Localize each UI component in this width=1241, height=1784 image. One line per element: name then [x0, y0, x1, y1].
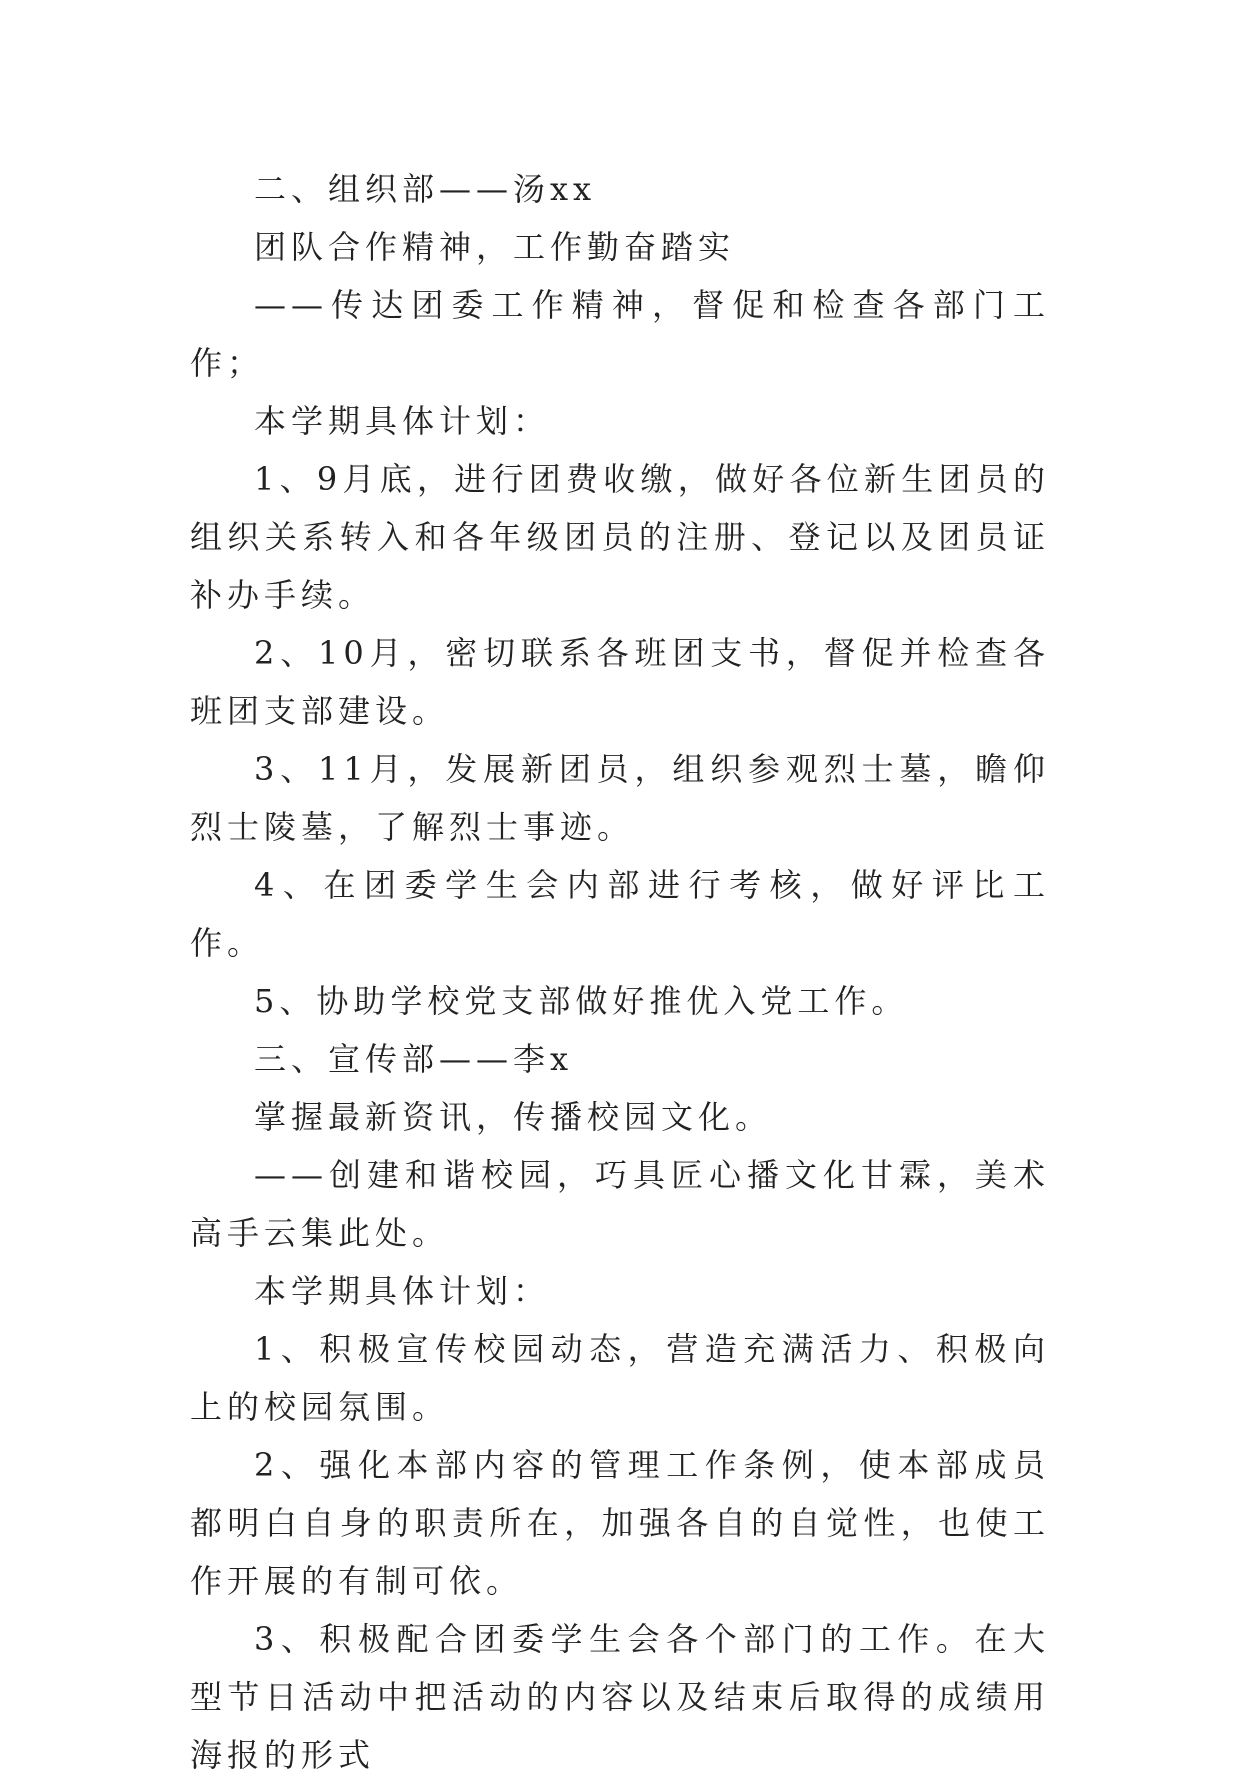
paragraph: ——创建和谐校园，巧具匠心播文化甘霖，美术高手云集此处。 — [190, 1156, 1050, 1252]
paragraph: 掌握最新资讯，传播校园文化。 — [254, 1098, 773, 1136]
paragraph: 5、协助学校党支部做好推优入党工作。 — [254, 982, 909, 1020]
section-heading-organization: 二、组织部——汤xx — [254, 170, 597, 208]
paragraph: ——传达团委工作精神，督促和检查各部门工作； — [190, 286, 1050, 382]
paragraph: 4、在团委学生会内部进行考核，做好评比工作。 — [190, 866, 1050, 962]
paragraph: 3、11月，发展新团员，组织参观烈士墓，瞻仰烈士陵墓，了解烈士事迹。 — [190, 750, 1050, 846]
paragraph: 团队合作精神，工作勤奋踏实 — [254, 228, 736, 266]
section-heading-publicity: 三、宣传部——李x — [254, 1040, 574, 1078]
paragraph: 1、积极宣传校园动态，营造充满活力、积极向上的校园氛围。 — [190, 1330, 1050, 1426]
paragraph: 本学期具体计划： — [254, 1272, 551, 1310]
paragraph: 本学期具体计划： — [254, 402, 551, 440]
paragraph: 2、强化本部内容的管理工作条例，使本部成员都明白自身的职责所在，加强各自的自觉性，也使工作开展的有制可依。 — [190, 1446, 1050, 1600]
paragraph: 1、9月底，进行团费收缴，做好各位新生团员的组织关系转入和各年级团员的注册、登记以及团员证补办手续。 — [190, 460, 1050, 614]
paragraph: 2、10月，密切联系各班团支书，督促并检查各班团支部建设。 — [190, 634, 1050, 730]
paragraph: 3、积极配合团委学生会各个部门的工作。在大型节日活动中把活动的内容以及结束后取得的成绩用海报的形式 — [190, 1620, 1050, 1774]
document-body — [190, 160, 1050, 1784]
